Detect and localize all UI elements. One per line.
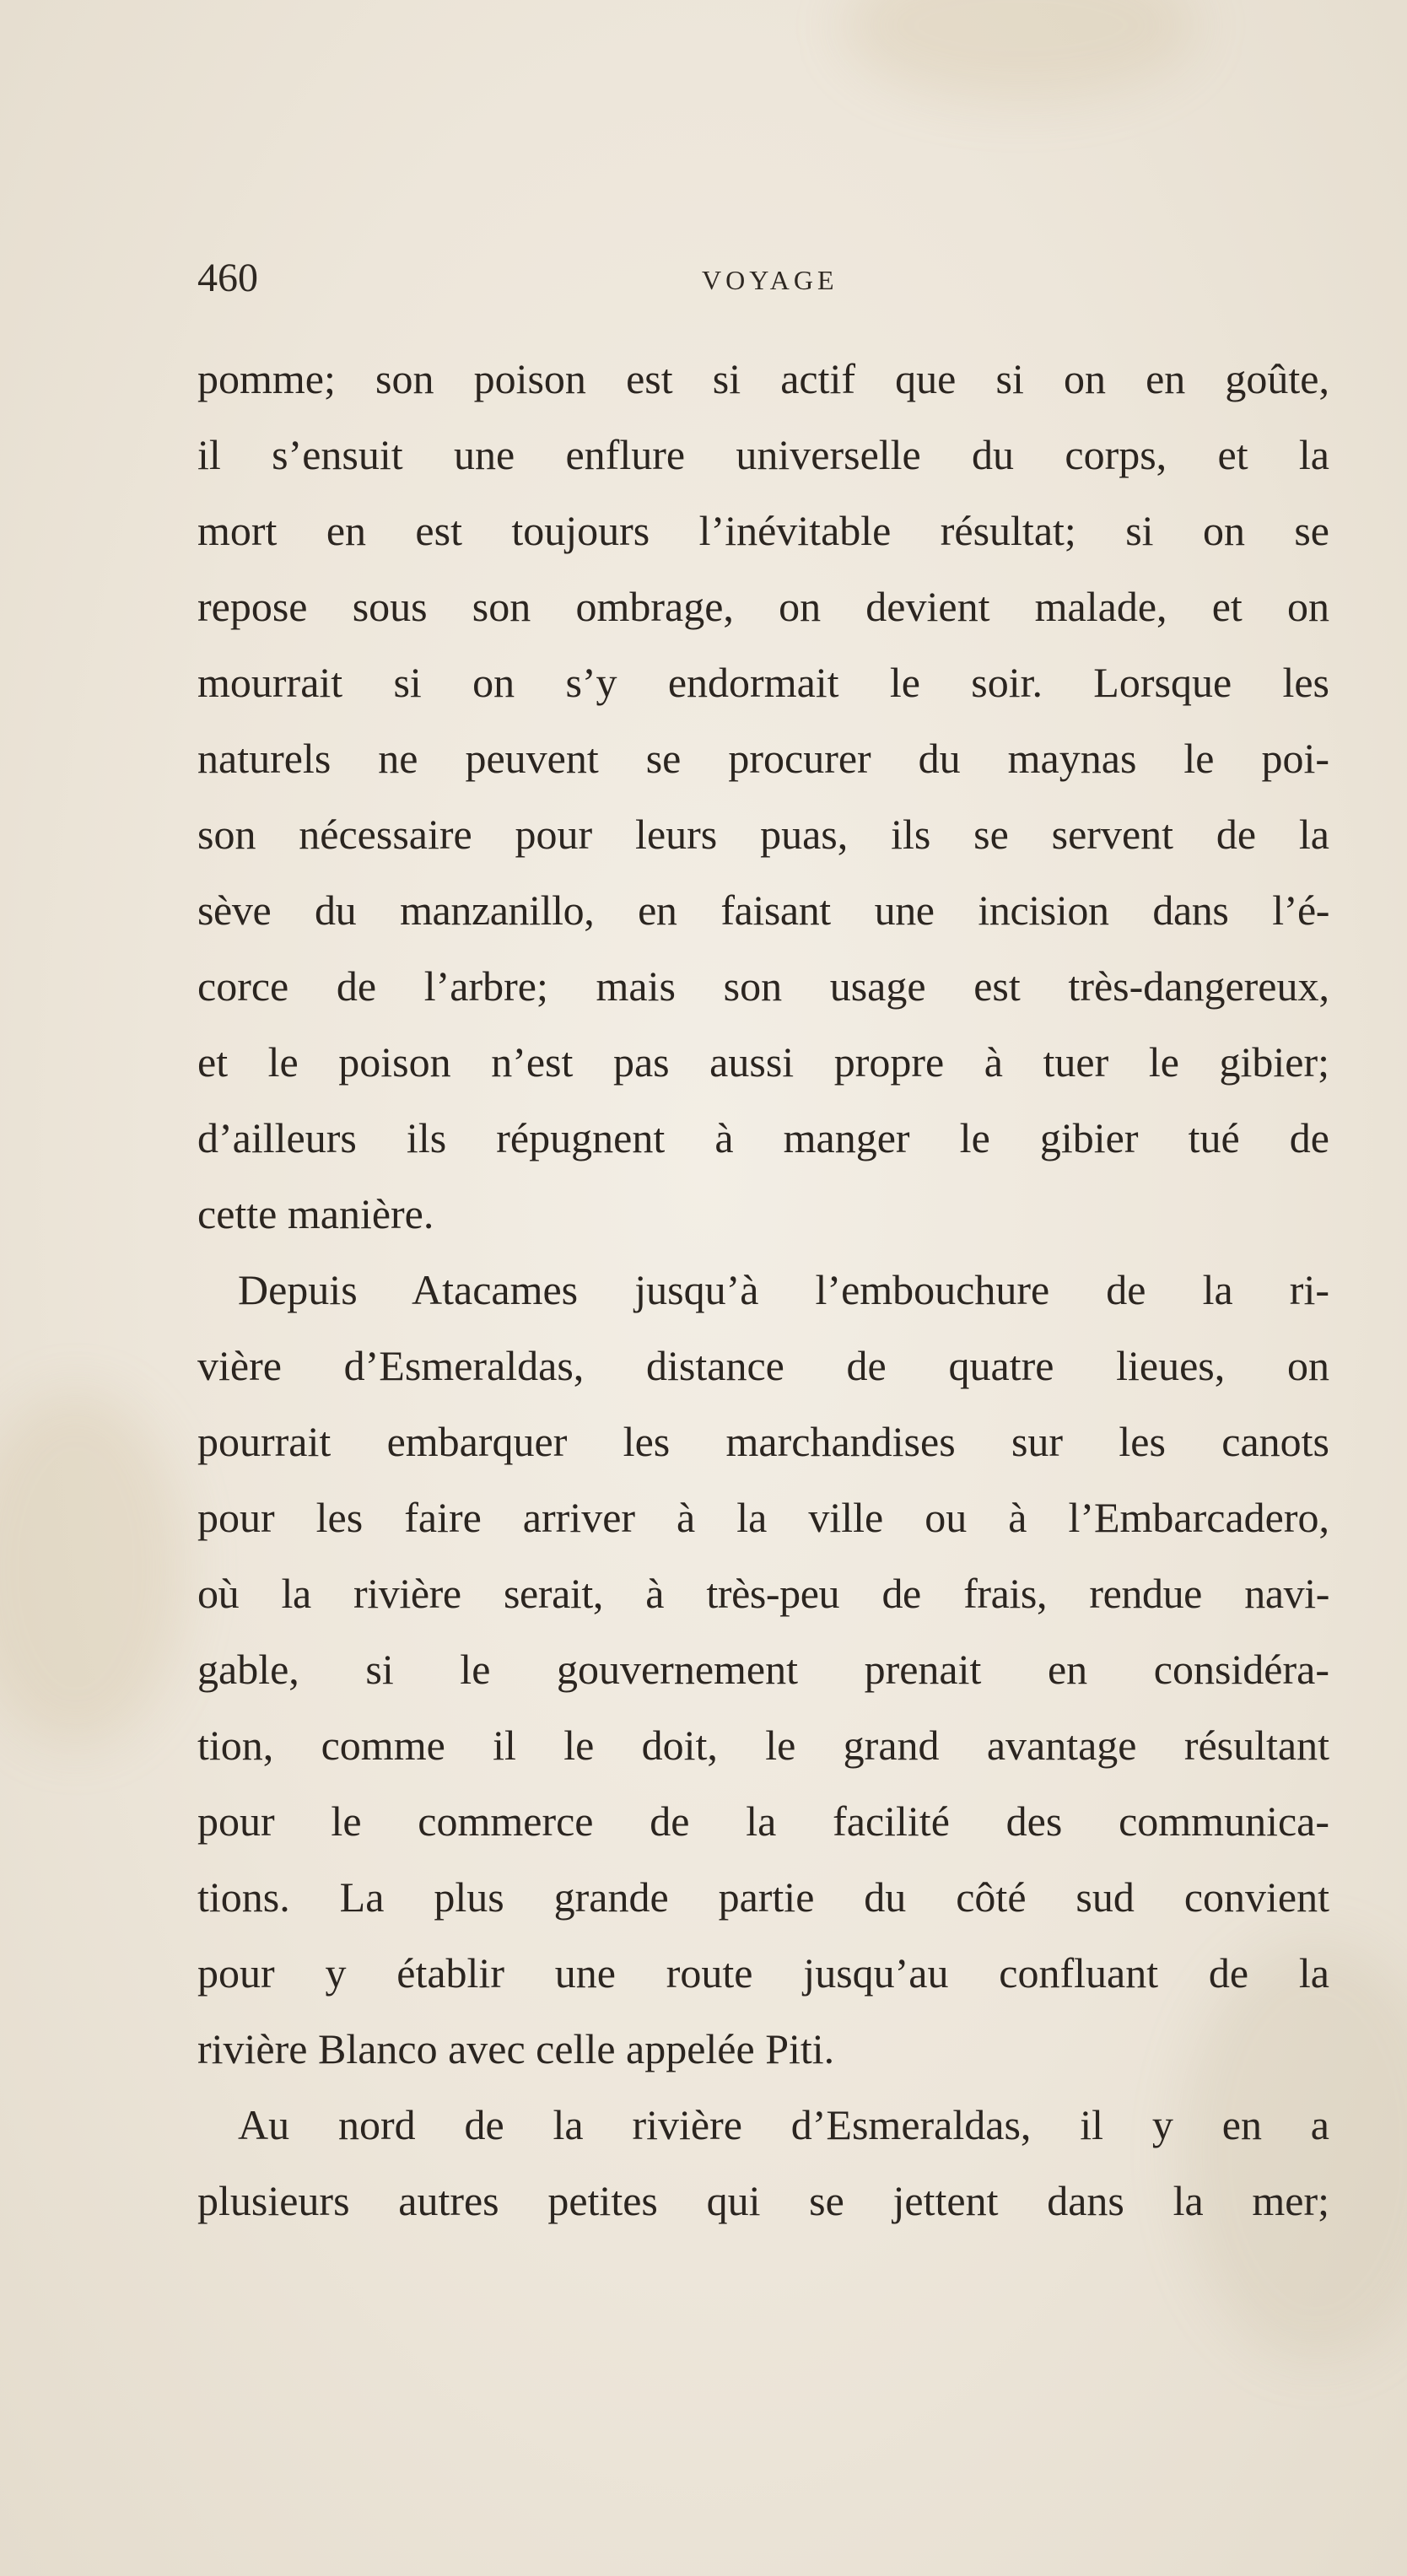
text-line: pomme; son poison est si actif que si on en goûte, <box>197 355 1329 402</box>
running-title: VOYAGE <box>702 265 838 295</box>
text-line: tions. La plus grande partie du côté sud convient <box>197 1873 1329 1921</box>
paragraph-start-line: Au nord de la rivière d’Esmeraldas, il y en a <box>238 2101 1329 2148</box>
paper-stain <box>844 0 1198 101</box>
text-line: il s’ensuit une enflure universelle du corps, et la <box>197 431 1329 478</box>
text-line: mourrait si on s’y endormait le soir. Lorsque les <box>197 659 1329 706</box>
text-line: gable, si le gouvernement prenait en considéra- <box>197 1646 1329 1693</box>
page-header <box>197 253 1336 304</box>
text-line: repose sous son ombrage, on devient malade, et on <box>197 583 1329 630</box>
text-line: mort en est toujours l’inévitable résultat; si on se <box>197 507 1329 554</box>
paragraph-start-line: Depuis Atacames jusqu’à l’embouchure de la ri- <box>238 1266 1329 1313</box>
paragraph-end-line: cette manière. <box>197 1190 434 1237</box>
text-line: où la rivière serait, à très-peu de frais, rendue navi- <box>197 1570 1329 1617</box>
text-line: sève du manzanillo, en faisant une incision dans l’é- <box>197 887 1329 934</box>
text-line: pour y établir une route jusqu’au confluant de la <box>197 1949 1329 1997</box>
paragraph-end-line: rivière Blanco avec celle appelée Piti. <box>197 2025 835 2072</box>
text-line: pour les faire arriver à la ville ou à l’Embarcadero, <box>197 1494 1329 1541</box>
text-line: tion, comme il le doit, le grand avantage résultant <box>197 1722 1329 1769</box>
paper-stain <box>0 1392 186 1746</box>
text-line: son nécessaire pour leurs puas, ils se servent de la <box>197 811 1329 858</box>
text-line: corce de l’arbre; mais son usage est très-dangereux, <box>197 962 1329 1010</box>
text-line: plusieurs autres petites qui se jettent dans la mer; <box>197 2177 1329 2224</box>
text-line: pour le commerce de la facilité des communica- <box>197 1797 1329 1845</box>
text-line: vière d’Esmeraldas, distance de quatre lieues, on <box>197 1342 1329 1389</box>
page-number: 460 <box>197 256 258 300</box>
text-line: et le poison n’est pas aussi propre à tuer le gibier; <box>197 1038 1329 1086</box>
text-line: naturels ne peuvent se procurer du maynas le poi- <box>197 735 1329 782</box>
text-line: pourrait embarquer les marchandises sur les canots <box>197 1418 1329 1465</box>
text-line: d’ailleurs ils répugnent à manger le gibier tué de <box>197 1114 1329 1161</box>
body-text <box>197 341 1329 2239</box>
